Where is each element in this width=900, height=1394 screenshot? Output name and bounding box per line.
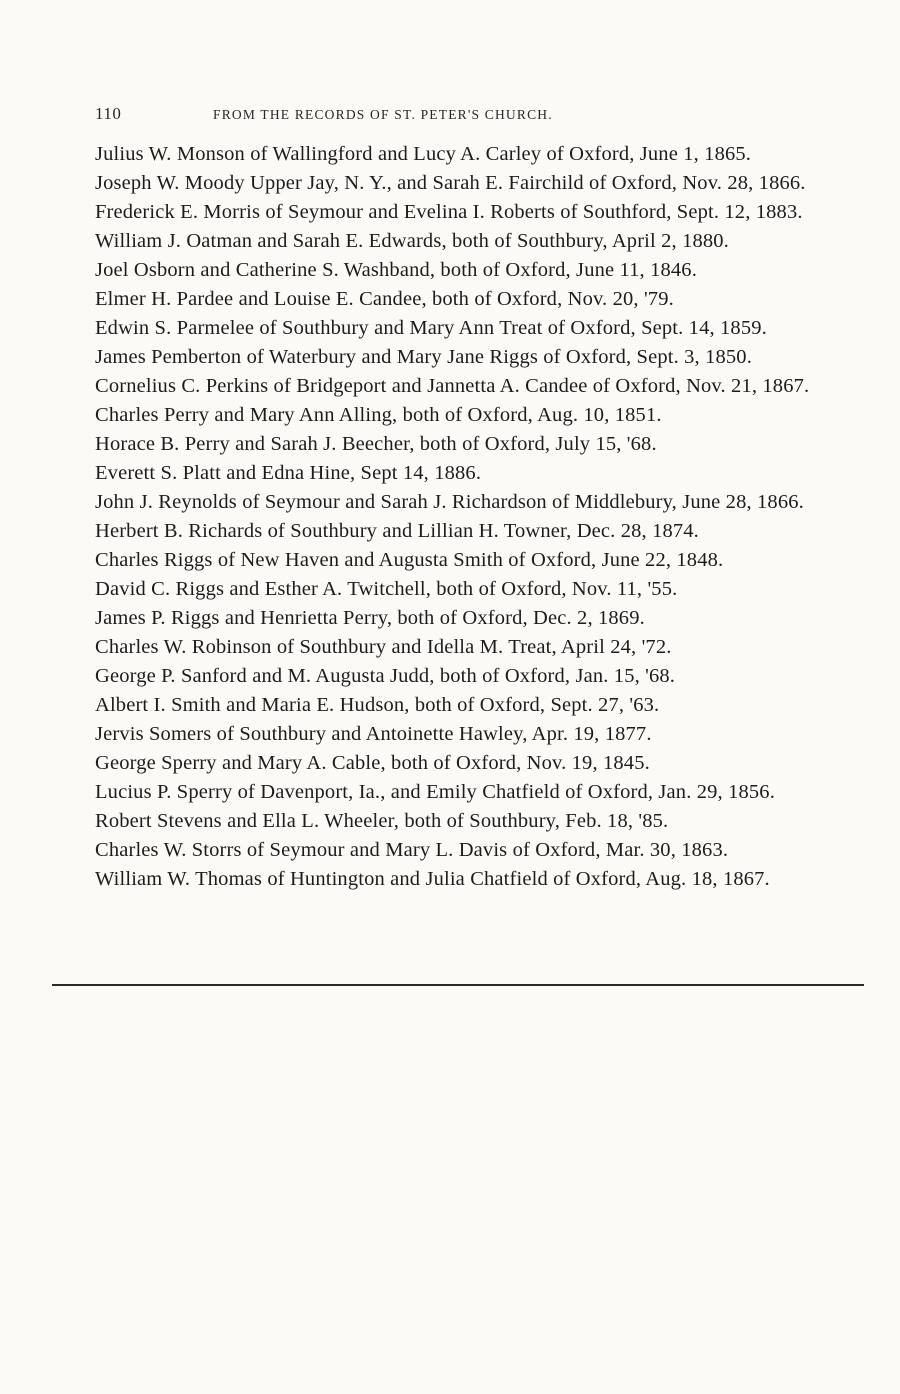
running-header	[95, 104, 855, 132]
record-entry: Charles Riggs of New Haven and Augusta Smith of Oxford, June 22, 1848.	[95, 549, 724, 571]
record-entry: William W. Thomas of Huntington and Julia Chatfield of Oxford, Aug. 18, 1867.	[95, 868, 770, 890]
record-entry: Everett S. Platt and Edna Hine, Sept 14, 1886.	[95, 462, 482, 484]
record-entry: Jervis Somers of Southbury and Antoinette Hawley, Apr. 19, 1877.	[95, 723, 652, 745]
record-entry: George Sperry and Mary A. Cable, both of Oxford, Nov. 19, 1845.	[95, 752, 650, 774]
record-entry: James Pemberton of Waterbury and Mary Jane Riggs of Oxford, Sept. 3, 1850.	[95, 346, 752, 368]
record-entry: George P. Sanford and M. Augusta Judd, both of Oxford, Jan. 15, '68.	[95, 665, 676, 687]
record-entry: David C. Riggs and Esther A. Twitchell, both of Oxford, Nov. 11, '55.	[95, 578, 678, 600]
record-entry: James P. Riggs and Henrietta Perry, both of Oxford, Dec. 2, 1869.	[95, 607, 645, 629]
record-entry: Julius W. Monson of Wallingford and Lucy A. Carley of Oxford, June 1, 1865.	[95, 143, 752, 165]
record-entry: Charles Perry and Mary Ann Alling, both of Oxford, Aug. 10, 1851.	[95, 404, 662, 426]
record-entry: Elmer H. Pardee and Louise E. Candee, both of Oxford, Nov. 20, '79.	[95, 288, 674, 310]
record-entry: Herbert B. Richards of Southbury and Lillian H. Towner, Dec. 28, 1874.	[95, 520, 699, 542]
running-title: FROM THE RECORDS OF ST. PETER'S CHURCH.	[213, 107, 553, 122]
record-entry: Horace B. Perry and Sarah J. Beecher, both of Oxford, July 15, '68.	[95, 433, 657, 455]
book-page	[95, 104, 855, 894]
record-entry: Frederick E. Morris of Seymour and Evelina I. Roberts of Southford, Sept. 12, 1883.	[95, 201, 803, 223]
record-entry: Edwin S. Parmelee of Southbury and Mary Ann Treat of Oxford, Sept. 14, 1859.	[95, 317, 767, 339]
record-entry: Cornelius C. Perkins of Bridgeport and Jannetta A. Candee of Oxford, Nov. 21, 1867.	[95, 375, 810, 397]
marriage-record-list	[95, 140, 855, 894]
record-entry: William J. Oatman and Sarah E. Edwards, both of Southbury, April 2, 1880.	[95, 230, 729, 252]
record-entry: John J. Reynolds of Seymour and Sarah J. Richardson of Middlebury, June 28, 1866.	[95, 491, 804, 513]
record-entry: Charles W. Robinson of Southbury and Idella M. Treat, April 24, '72.	[95, 636, 672, 658]
page-number: 110	[95, 104, 122, 123]
record-entry: Albert I. Smith and Maria E. Hudson, both of Oxford, Sept. 27, '63.	[95, 694, 660, 716]
record-entry: Charles W. Storrs of Seymour and Mary L. Davis of Oxford, Mar. 30, 1863.	[95, 839, 729, 861]
horizontal-rule	[52, 984, 864, 986]
record-entry: Lucius P. Sperry of Davenport, Ia., and Emily Chatfield of Oxford, Jan. 29, 1856.	[95, 781, 775, 803]
record-entry: Joel Osborn and Catherine S. Washband, both of Oxford, June 11, 1846.	[95, 259, 697, 281]
record-entry: Robert Stevens and Ella L. Wheeler, both of Southbury, Feb. 18, '85.	[95, 810, 669, 832]
record-entry: Joseph W. Moody Upper Jay, N. Y., and Sarah E. Fairchild of Oxford, Nov. 28, 1866.	[95, 172, 806, 194]
